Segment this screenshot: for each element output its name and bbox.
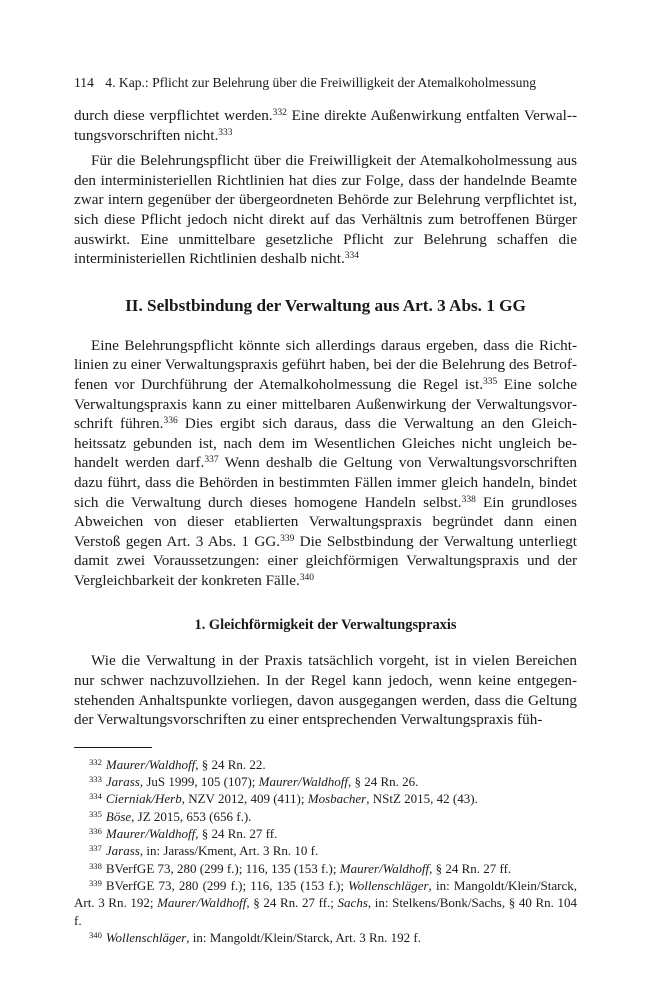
author: Maurer/Waldhoff <box>105 826 196 842</box>
text-run: Für die Belehrungspflicht über die Freiwilligkeit der Atemalkoholmessung aus den interministeriellen Richtlinien hat dies zur Folge, dass der handelnde Beamte zwar intern gegenüber der übergeordneten Behörde zur Belehrung verpflichtet ist, sich diese Pflicht jedoch nicht direkt auf das Verhältnis zum betroffenen Bürger auswirkt. Eine unmittelbare gesetzliche Pflicht zur Belehrung schaffen die interministeriellen Richtlinien deshalb nicht. <box>74 152 577 268</box>
citation: , JuS 1999, 105 (107); <box>139 774 259 790</box>
footnote-ref[interactable]: 338 <box>461 494 476 505</box>
text-run: Ein grundloses Abweichen von dieser etablierten Verwaltungspraxis begründet dann einen Verstoß gegen Art. 3 Abs. 1 GG. <box>74 493 577 550</box>
author: Wollenschläger <box>105 929 187 945</box>
footnote-ref[interactable]: 332 <box>272 108 287 118</box>
footnote-ref[interactable]: 334 <box>344 251 360 262</box>
author: Jarass <box>105 843 140 859</box>
text-run: Eine solche Verwaltungspraxis kann zu einer mittelbaren Außenwirkung der Verwaltungsvorschrift führen. <box>74 375 577 433</box>
text-run: Dies ergibt sich daraus, dass die Verwaltung an den Gleichheitssatz gebunden ist, nach dem im Wesentlichen Gleiches nicht ungleich behandelt werden darf. <box>74 415 577 472</box>
footnote-ref[interactable]: 340 <box>299 572 315 583</box>
page-number: 114 <box>74 75 94 90</box>
footnote-number: 338 <box>89 860 102 871</box>
footnote-number: 340 <box>89 929 102 940</box>
footnote <box>74 860 577 877</box>
author: Maurer/Waldhoff <box>105 756 196 772</box>
text-run: Eine Belehrungspflicht könnte sich allerdings daraus ergeben, dass die Richtlinien zu einer Verwaltungspraxis geführt haben, bei der die Belehrung des Betroffenen vor Durchführung der Atemalkoholmessung die Regel ist. <box>74 336 577 393</box>
subsection-heading: 1. Gleichförmigkeit der Verwaltungspraxis <box>194 617 457 634</box>
citation: , NZV 2012, 409 (411); <box>181 791 308 807</box>
footnote-ref[interactable]: 336 <box>163 416 178 427</box>
author: Maurer/Waldhoff <box>157 895 247 911</box>
citation: , in: Mangoldt/Klein/Starck, Art. 3 Rn. 192; <box>74 877 578 911</box>
author: Wollenschläger <box>348 877 429 893</box>
author: Böse <box>105 808 132 824</box>
footnote <box>74 756 577 773</box>
citation: , in: Stelkens/Bonk/Sachs, § 40 Rn. 104 f. <box>74 895 577 928</box>
text-run: Die Selbstbindung der Verwaltung unterliegt damit zwei Voraussetzungen: einer gleichförmigen Verwaltungspraxis und der Vergleichbarkeit der konkreten Fälle. <box>74 532 578 589</box>
author: Cierniak/Herb <box>105 791 182 807</box>
text-run: Eine direkte Außenwirkung entfalten Verwal-tungsvorschriften nicht. <box>74 107 577 144</box>
section-heading: II. Selbstbindung der Verwaltung aus Art. 3 Abs. 1 GG <box>125 295 526 315</box>
citation: , § 24 Rn. 26. <box>347 774 419 790</box>
footnote <box>74 929 577 946</box>
paragraph <box>74 151 577 269</box>
citation: , in: Jarass/Kment, Art. 3 Rn. 10 f. <box>139 843 319 859</box>
citation: , NStZ 2015, 42 (43). <box>366 791 478 807</box>
citation: , § 24 Rn. 27 ff.; <box>246 895 338 911</box>
author: Maurer/Waldhoff <box>258 774 348 790</box>
footnote <box>74 773 577 790</box>
paragraph <box>74 336 577 591</box>
footnote-divider <box>74 747 152 748</box>
footnote-ref[interactable]: 339 <box>280 533 295 544</box>
footnote-number: 335 <box>89 808 102 819</box>
footnote-number: 332 <box>89 756 102 767</box>
author: Jarass <box>105 774 140 790</box>
book-page <box>74 74 577 946</box>
footnote-number: 339 <box>89 877 102 888</box>
citation: , § 24 Rn. 22. <box>195 756 266 772</box>
citation: , § 24 Rn. 27 ff. <box>195 826 278 842</box>
text-run: Wie die Verwaltung in der Praxis tatsächlich vorgeht, ist in vielen Bereichen nur schwer nachzuvollziehen. In der Regel kann jedoch, wenn keine entgegenstehenden Anhaltspunkte vorliegen, davon ausgegangen werden, dass die Geltung der Verwaltungsvorschriften zu einer entsprechenden Verwaltungspraxis füh- <box>74 652 577 729</box>
author: Maurer/Waldhoff <box>339 860 430 876</box>
author: Mosbacher <box>307 791 367 807</box>
footnote <box>74 825 577 842</box>
footnote-ref[interactable]: 337 <box>204 455 219 466</box>
text-run: durch diese verpflichtet werden. <box>74 107 273 124</box>
citation: BVerfGE 73, 280 (299 f.); 116, 135 (153 f.); <box>105 877 349 893</box>
footnote-number: 334 <box>89 791 102 802</box>
footnote-number: 337 <box>89 843 102 854</box>
running-head-title: 4. Kap.: Pflicht zur Belehrung über die Freiwilligkeit der Atemalkoholmessung <box>105 75 537 90</box>
footnote <box>74 842 577 859</box>
footnote <box>74 790 577 807</box>
footnotes <box>74 756 577 946</box>
footnote-ref[interactable]: 335 <box>483 376 498 387</box>
footnote-ref[interactable]: 333 <box>218 127 233 138</box>
citation: , JZ 2015, 653 (656 f.). <box>131 808 252 824</box>
running-head <box>74 74 577 92</box>
citation: , § 24 Rn. 27 ff. <box>429 860 512 876</box>
footnote-number: 333 <box>89 774 102 785</box>
footnote <box>74 808 577 825</box>
citation: BVerfGE 73, 280 (299 f.); 116, 135 (153 f.); <box>105 860 340 876</box>
text-run: Wenn deshalb die Geltung von Verwaltungsvorschriften dazu führt, dass die Behörden in bestimmten Fällen immer gleich handeln, bindet sich die Verwaltung durch dieses homogene Handeln selbst. <box>74 454 577 511</box>
citation: , in: Mangoldt/Klein/Starck, Art. 3 Rn. 192 f. <box>186 929 422 945</box>
paragraph <box>74 651 577 729</box>
author: Sachs <box>337 895 368 911</box>
footnote-number: 336 <box>89 826 102 837</box>
paragraph-continued <box>74 106 577 145</box>
footnote <box>74 877 577 929</box>
